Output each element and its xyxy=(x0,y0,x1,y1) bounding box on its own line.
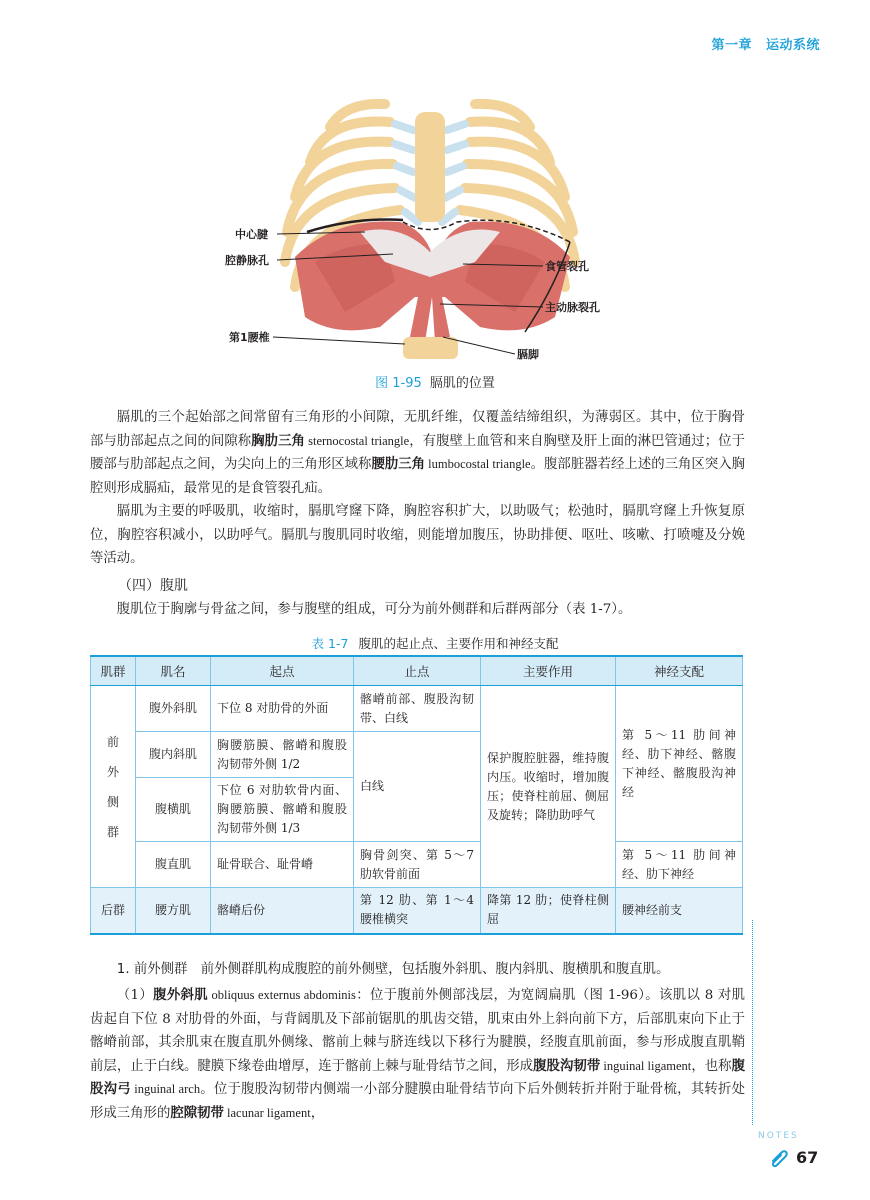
para5-text-5: ， xyxy=(310,1105,325,1121)
shared-insertion: 白线 xyxy=(354,732,481,842)
muscle-name: 腹直肌 xyxy=(136,842,211,888)
muscle-name: 腹外斜肌 xyxy=(136,686,211,732)
paragraph-abdominal-intro: 腹肌位于胸廓与骨盆之间，参与腹壁的组成，可分为前外侧群和后群两部分（表 1-7）。 xyxy=(116,602,632,617)
notes-label: NOTES xyxy=(758,1131,799,1141)
shared-action: 保护腹腔脏器，维持腹内压。收缩时，增加腹压；使脊柱前屈、侧屈及旋转；降肋助呼气 xyxy=(481,686,616,888)
paragraph-external-oblique xyxy=(90,984,745,1125)
label-esophageal-hiatus: 食管裂孔 xyxy=(545,260,589,273)
para1-text-2: ，有腹壁上血管和来自胸壁及肝上面的淋巴管通过；位于腰部与肋部起点之间，为尖向上的三角形区域称 xyxy=(90,433,745,472)
group-posterior: 后群 xyxy=(91,888,136,934)
term-inguinal-ligament: 腹股沟韧带 xyxy=(533,1058,601,1074)
term-sternocostal-triangle: 胸肋三角 xyxy=(251,433,305,449)
page-number: 67 xyxy=(796,1148,819,1167)
figure-title: 膈肌的位置 xyxy=(429,376,495,391)
group-front-lateral: 前外侧群 xyxy=(91,686,136,888)
muscle-action: 降第 12 肋；使脊柱侧屈 xyxy=(481,888,616,934)
term-inguinal-arch: 腹股沟弓 xyxy=(90,1058,745,1097)
para5-text-4: 。位于腹股沟韧带内侧端一小部分腱膜由耻骨结节向下后外侧转折并附于耻骨梳，其转折处形成三角形的 xyxy=(90,1082,746,1121)
en-inguinal-ligament: inguinal ligament xyxy=(600,1058,692,1073)
muscle-origin: 耻骨联合、耻骨嵴 xyxy=(211,842,354,888)
label-lumbar-1: 第1腰椎 xyxy=(229,331,270,344)
header-origin: 起点 xyxy=(211,656,354,686)
subsection-label: 1. 前外侧群 xyxy=(116,962,188,977)
muscle-insertion: 第 12 肋、第 1～4 腰椎横突 xyxy=(354,888,481,934)
table-title: 腹肌的起止点、主要作用和神经支配 xyxy=(358,636,559,651)
table-row xyxy=(91,842,743,888)
muscle-origin: 下位 6 对肋软骨内面、胸腰筋膜、髂嵴和腹股沟韧带外侧 1/3 xyxy=(211,778,354,842)
lumbar-vertebra xyxy=(403,337,458,359)
header-action: 主要作用 xyxy=(481,656,616,686)
muscle-origin: 下位 8 对肋骨的外面 xyxy=(211,686,354,732)
running-header xyxy=(711,34,820,53)
en-lacunar-ligament: lacunar ligament xyxy=(223,1105,311,1120)
muscle-insertion: 髂嵴前部、腹股沟韧带、白线 xyxy=(354,686,481,732)
para5-text-3: ，也称 xyxy=(691,1058,732,1074)
table-row xyxy=(91,686,743,732)
paragraph-front-lateral-group xyxy=(90,958,745,982)
table-header-row xyxy=(91,656,743,686)
paperclip-icon xyxy=(768,1147,790,1169)
muscle-name: 腹横肌 xyxy=(136,778,211,842)
en-sternocostal-triangle: sternocostal triangle xyxy=(304,433,410,448)
label-vena-caval-foramen: 腔静脉孔 xyxy=(225,254,269,267)
en-external-oblique: obliquus externus abdominis xyxy=(208,988,356,1002)
term-external-oblique: 腹外斜肌 xyxy=(153,988,209,1003)
para5-text-1: （1） xyxy=(116,988,154,1003)
muscle-nerve: 腰神经前支 xyxy=(616,888,743,934)
muscle-name: 腹内斜肌 xyxy=(136,732,211,778)
table-row xyxy=(91,888,743,934)
abdominal-muscles-table xyxy=(90,655,743,935)
paragraph-diaphragm-function: 膈肌为主要的呼吸肌，收缩时，膈肌穹窿下降，胸腔容积扩大，以助吸气；松弛时，膈肌穹窿上升恢复原位，胸腔容积减小，以助呼气。膈肌与腹肌同时收缩，则能增加腹压，协助排便、呕吐、咳嗽、打喷嚏及分娩等活动。 xyxy=(90,504,745,566)
header-nerve: 神经支配 xyxy=(616,656,743,686)
table-caption xyxy=(0,634,870,652)
table-number: 表 1-7 xyxy=(311,636,349,651)
en-lumbocostal-triangle: lumbocostal triangle xyxy=(425,457,531,471)
header-group: 肌群 xyxy=(91,656,136,686)
en-inguinal-arch: inguinal arch xyxy=(130,1082,201,1096)
muscle-name: 腰方肌 xyxy=(136,888,211,934)
paragraph-diaphragm-triangles xyxy=(90,406,745,500)
figure-caption xyxy=(0,372,870,391)
muscle-origin: 髂嵴后份 xyxy=(211,888,354,934)
para4-text: 前外侧群肌构成腹腔的前外侧壁，包括腹外斜肌、腹内斜肌、腹横肌和腹直肌。 xyxy=(187,962,670,977)
shared-nerve: 第 5～11 肋间神经、肋下神经、髂腹下神经、髂腹股沟神经 xyxy=(616,686,743,842)
notes-margin-line xyxy=(752,920,753,1125)
term-lacunar-ligament: 腔隙韧带 xyxy=(170,1105,224,1121)
diaphragm-illustration xyxy=(225,82,635,367)
figure-number: 图 1-95 xyxy=(375,376,422,391)
label-aortic-hiatus: 主动脉裂孔 xyxy=(545,301,600,314)
chapter-number: 第一章 xyxy=(711,38,752,53)
para1-text-1: 膈肌的三个起始部之间常留有三角形的小间隙，无肌纤维，仅覆盖结缔组织，为薄弱区。其中，位于胸骨部与肋部起点之间的间隙称 xyxy=(90,410,745,449)
header-muscle: 肌名 xyxy=(136,656,211,686)
para1-text-3: 。腹部脏器若经上述的三角区突入胸腔则形成膈疝，最常见的是食管裂孔疝。 xyxy=(90,457,746,496)
header-insertion: 止点 xyxy=(354,656,481,686)
term-lumbocostal-triangle: 腰肋三角 xyxy=(371,457,426,472)
chapter-title: 运动系统 xyxy=(765,38,820,53)
label-crus: 膈脚 xyxy=(517,348,539,361)
label-central-tendon: 中心腱 xyxy=(235,228,268,241)
section-title-abdominal-muscles: （四）腹肌 xyxy=(118,578,188,594)
muscle-nerve: 第 5～11 肋间神经、肋下神经 xyxy=(616,842,743,888)
diaphragm-figure xyxy=(225,82,635,367)
muscle-origin: 胸腰筋膜、髂嵴和腹股沟韧带外侧 1/2 xyxy=(211,732,354,778)
para5-text-2: ：位于腹前外侧部浅层，为宽阔扁肌（图 1-96）。该肌以 8 对肌齿起自下位 8 对肋骨的外面，与背阔肌及下部前锯肌的肌齿交错，肌束由外上斜向前下方，后部肌束向下止于髂嵴前部，其余肌束在腹直肌外侧缘、髂前上棘与脐连线以下移行为腱膜，经腹直肌前面，参与形成腹直肌鞘前层，止于白线。腱膜下缘卷曲增厚，连于髂前上棘与耻骨结节之间，形成 xyxy=(90,988,746,1074)
muscle-insertion: 胸骨剑突、第 5～7 肋软骨前面 xyxy=(354,842,481,888)
sternum xyxy=(415,112,445,222)
